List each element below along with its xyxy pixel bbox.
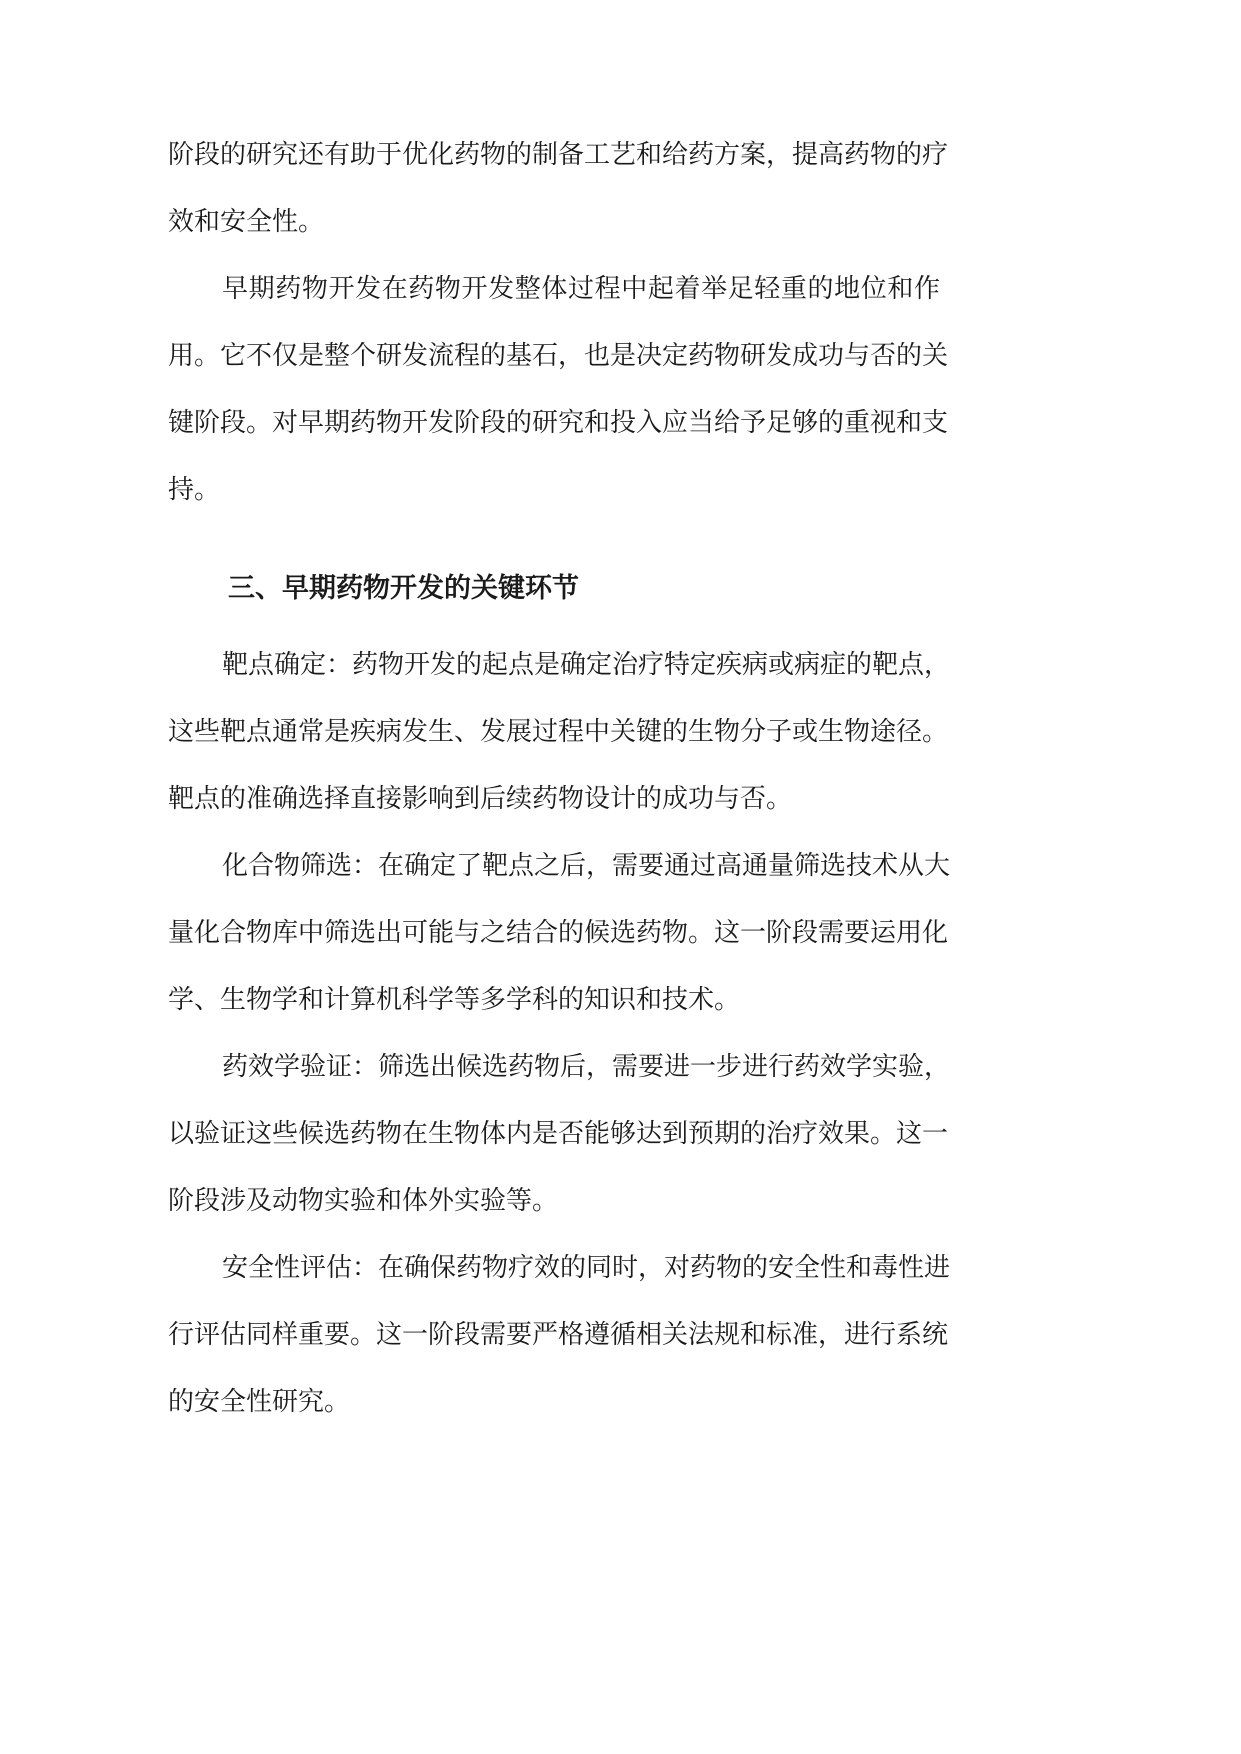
paragraph	[168, 833, 951, 1034]
paragraph-line: 效和安全性。	[168, 207, 325, 237]
paragraph	[168, 256, 949, 524]
document-page	[168, 122, 951, 1436]
paragraph-line: 化合物筛选：在确定了靶点之后，需要通过高通量筛选技术从大	[222, 851, 951, 881]
paragraph-line: 早期药物开发在药物开发整体过程中起着举足轻重的地位和作	[222, 274, 940, 304]
paragraph-line: 的安全性研究。	[168, 1387, 351, 1417]
paragraph-line: 键阶段。对早期药物开发阶段的研究和投入应当给予足够的重视和支	[168, 408, 949, 438]
paragraph-line: 持。	[168, 475, 221, 505]
paragraph-line: 以验证这些候选药物在生物体内是否能够达到预期的治疗效果。这一	[168, 1119, 949, 1149]
paragraph-line: 安全性评估：在确保药物疗效的同时，对药物的安全性和毒性进	[222, 1253, 951, 1283]
paragraph-line: 这些靶点通常是疾病发生、发展过程中关键的生物分子或生物途径。	[168, 717, 949, 747]
paragraph	[168, 122, 949, 256]
paragraph-line: 学、生物学和计算机科学等多学科的知识和技术。	[168, 985, 741, 1015]
section-heading: 三、早期药物开发的关键环节	[228, 573, 579, 604]
paragraph-line: 阶段的研究还有助于优化药物的制备工艺和给药方案，提高药物的疗	[168, 140, 949, 170]
paragraph	[168, 632, 951, 833]
paragraph-line: 阶段涉及动物实验和体外实验等。	[168, 1186, 559, 1216]
paragraph	[168, 1235, 951, 1436]
paragraph-line: 药效学验证：筛选出候选药物后，需要进一步进行药效学实验，	[222, 1052, 951, 1082]
paragraph-line: 量化合物库中筛选出可能与之结合的候选药物。这一阶段需要运用化	[168, 918, 949, 948]
paragraph-line: 靶点确定：药物开发的起点是确定治疗特定疾病或病症的靶点，	[222, 650, 951, 680]
paragraph-line: 靶点的准确选择直接影响到后续药物设计的成功与否。	[168, 784, 793, 814]
paragraph-line: 用。它不仅是整个研发流程的基石，也是决定药物研发成功与否的关	[168, 341, 949, 371]
paragraph-line: 行评估同样重要。这一阶段需要严格遵循相关法规和标准，进行系统	[168, 1320, 949, 1350]
paragraph	[168, 1034, 951, 1235]
